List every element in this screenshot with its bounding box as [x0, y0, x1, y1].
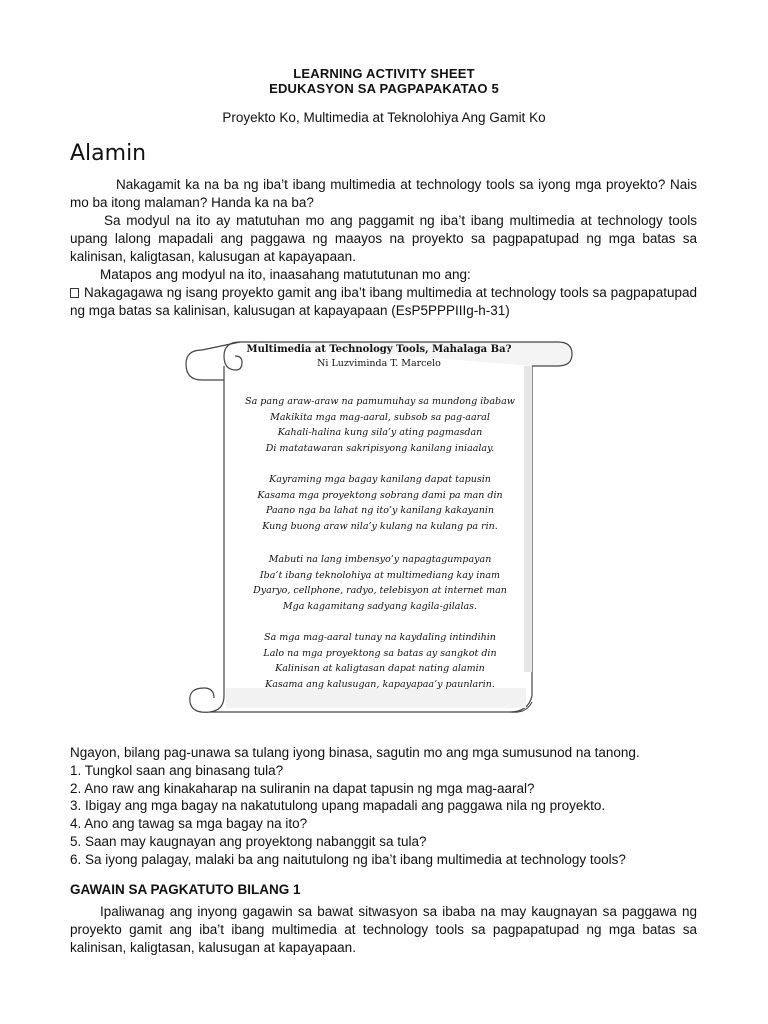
poem-stanza-1 [230, 394, 530, 456]
poem-line: Kalinisan at kaligtasan dapat nating alamin [275, 663, 485, 674]
poem-scroll [180, 336, 578, 726]
poem-line: Kung buong araw nila’y kulang na kulang pa rin. [262, 520, 498, 532]
question-item: 5. Saan may kaugnayan ang proyektong nabanggit sa tula? [70, 833, 427, 849]
poem-stanza-4 [230, 630, 530, 692]
poem-line: Di matatawaran sakripisyong kanilang iniaalay. [265, 442, 495, 454]
question-item: 1. Tungkol saan ang binasang tula? [70, 762, 284, 778]
poem-author: Ni Luzviminda T. Marcelo [317, 358, 441, 369]
questions-intro: Ngayon, bilang pag-unawa sa tulang iyong binasa, sagutin mo ang mga sumusunod na tanong. [70, 745, 640, 760]
poem-title: Multimedia at Technology Tools, Mahalaga Ba? [246, 344, 512, 355]
question-item: 3. Ibigay ang mga bagay na nakatutulong upang mapadali ang paggawa nila ng proyekto. [70, 798, 606, 814]
poem-line: Lalo na mga proyektong sa batas ay sangkot din [263, 647, 497, 659]
question-item: 2. Ano raw ang kinakaharap na suliranin na dapat tapusin ng mga mag-aaral? [70, 780, 535, 796]
intro-paragraph-1: Nakagamit ka na ba ng iba’t ibang multimedia at technology tools sa iyong mga proyekto? Nais mo ba itong malaman? Handa ka na ba? [70, 177, 697, 210]
gawain-paragraph: Ipaliwanag ang inyong gagawin sa bawat sitwasyon sa ibaba na may kaugnayan sa paggawa ng proyekto gamit ang iba’t ibang multimedia at technology tools sa pagpapatupad ng mga batas sa kalinisan, kaligtasan, kalusugan at kapayapaan. [70, 904, 697, 955]
header-line-2: EDUKASYON SA PAGPAPAKATAO 5 [269, 81, 499, 96]
intro-paragraph-2: Sa modyul na ito ay matutuhan mo ang paggamit ng iba’t ibang multimedia at technology tools upang lalong mapadali ang paggawa ng maayos na proyekto sa pagpapatupad ng mga batas sa kalinisan, kaligtasan, kalusugan at kapayapaan. [70, 213, 697, 264]
section-heading-alamin: Alamin [70, 141, 147, 166]
poem-line: Kahali-halina kung sila’y ating pagmasdan [277, 427, 483, 438]
questions-section [70, 744, 697, 869]
document-header [0, 66, 768, 96]
poem-line: Kayraming mga bagay kanilang dapat tapusin [269, 474, 491, 485]
poem-line: Kasama ang kalusugan, kapayapaa’y paunlarin. [265, 678, 495, 690]
intro-section [70, 176, 697, 320]
poem-line: Iba’t ibang teknolohiya at multimediang kay inam [259, 569, 501, 581]
intro-paragraph-3: Matapos ang modyul na ito, inaasahang matututunan mo ang: [100, 267, 471, 282]
objective-text: Nakagagawa ng isang proyekto gamit ang iba’t ibang multimedia at technology tools sa pagpapatupad ng mga batas sa kalinisan, kalusugan at kapayapaan (EsP5PPPIIIg-h-31) [70, 285, 697, 318]
header-line-1: LEARNING ACTIVITY SHEET [293, 66, 475, 81]
poem-stanza-3 [230, 552, 530, 614]
poem-line: Makikita mga mag-aaral, subsob sa pag-aaral [270, 411, 490, 423]
gawain-section [70, 903, 697, 957]
lesson-subtitle: Proyekto Ko, Multimedia at Teknolohiya Ang Gamit Ko [222, 110, 546, 125]
poem-line: Mabuti na lang imbensyo’y napagtagumpayan [268, 554, 492, 565]
question-item: 4. Ano ang tawag sa mga bagay na ito? [70, 816, 308, 832]
poem-line: Paano nga ba lahat ng ito’y kanilang kakayanin [266, 505, 494, 516]
question-item: 6. Sa iyong palagay, malaki ba ang naitutulong ng iba’t ibang multimedia at technology tools? [70, 851, 626, 867]
poem-line: Dyaryo, cellphone, radyo, telebisyon at internet man [253, 585, 507, 596]
objective-item [70, 284, 697, 320]
poem-stanza-2 [230, 472, 530, 534]
poem-line: Kasama mga proyektong sobrang dami pa man din [257, 489, 503, 501]
poem-line: Sa pang araw-araw na pamumuhay sa mundong ibabaw [245, 396, 515, 407]
poem-line: Sa mga mag-aaral tunay na kaydaling intindihin [264, 632, 496, 643]
bullet-box-icon [70, 288, 79, 298]
poem-line: Mga kagamitang sadyang kagila-gilalas. [282, 600, 478, 612]
gawain-heading: GAWAIN SA PAGKATUTO BILANG 1 [70, 882, 301, 897]
